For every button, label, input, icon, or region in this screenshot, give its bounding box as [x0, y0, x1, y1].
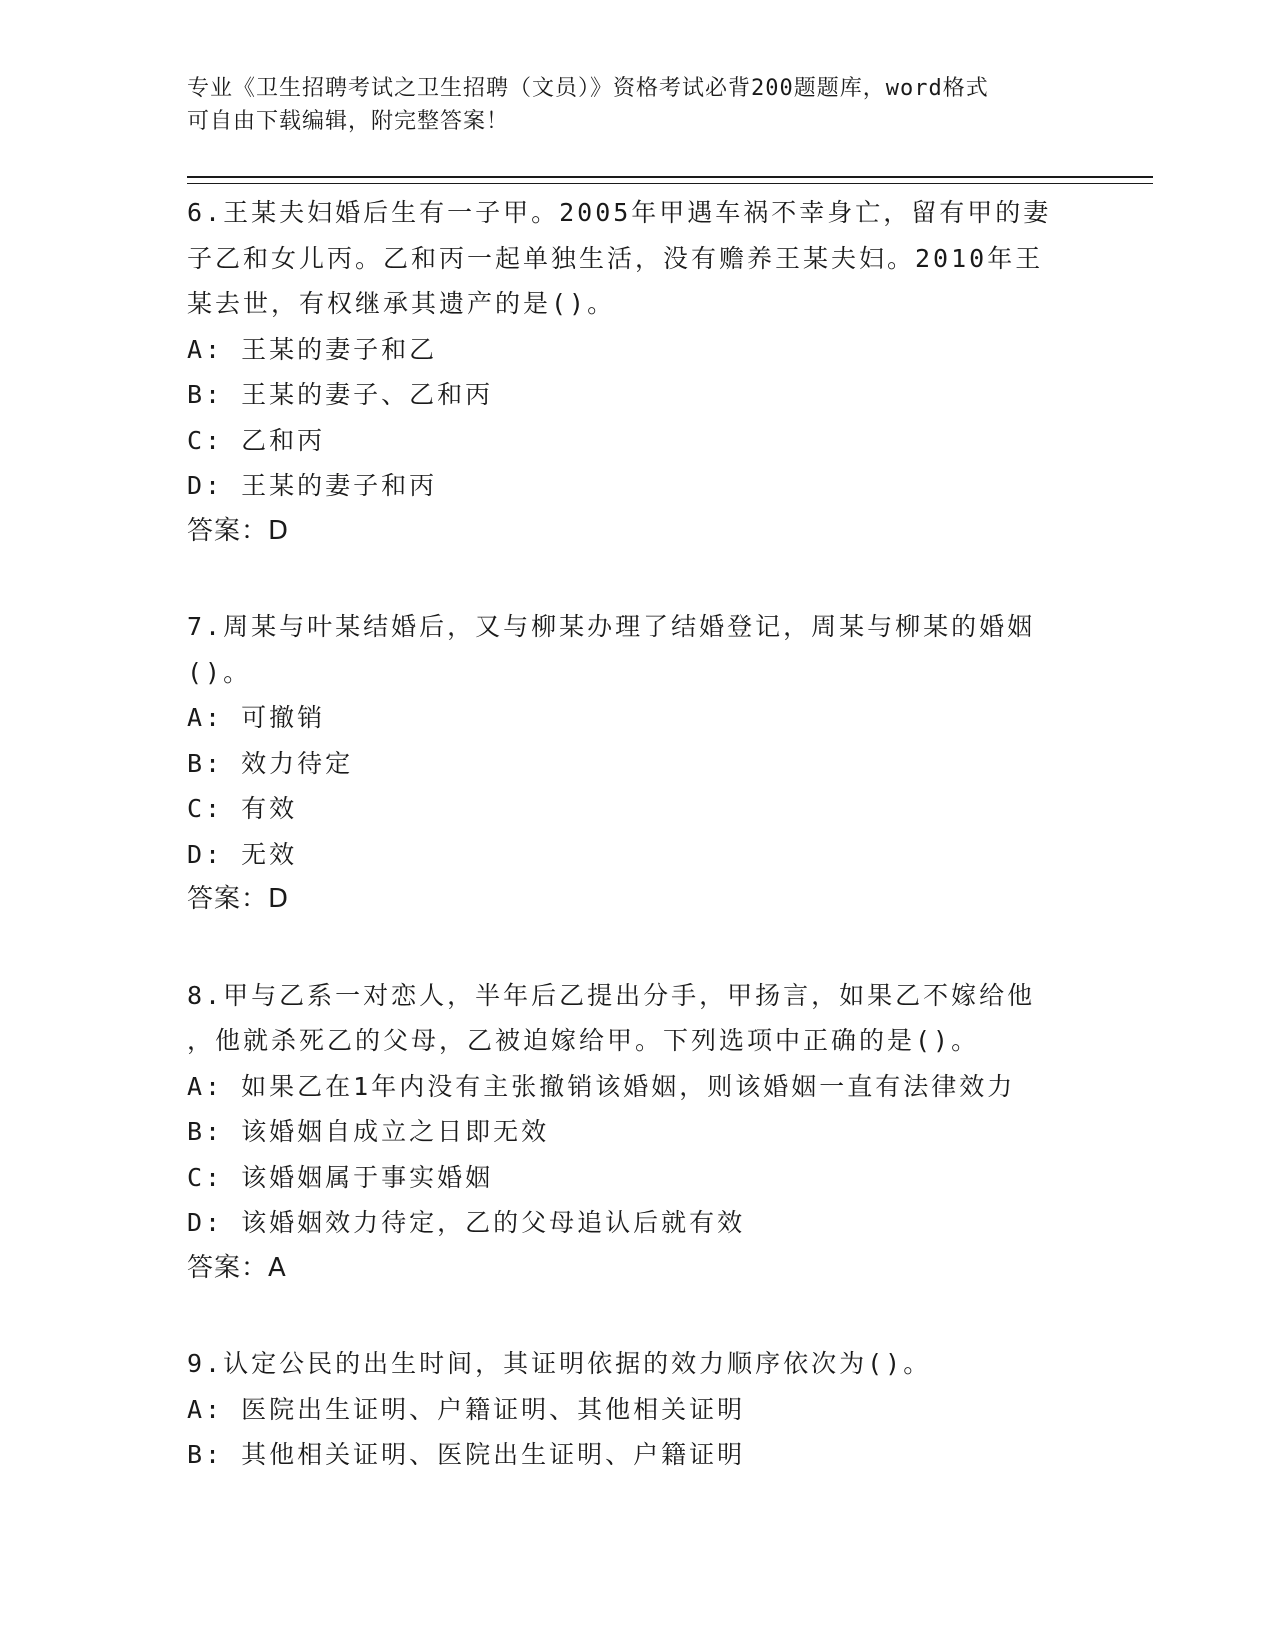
option-b: B: 王某的妻子、乙和丙	[187, 380, 494, 409]
question-7	[187, 604, 1067, 923]
option-c: C: 该婚姻属于事实婚姻	[187, 1162, 494, 1192]
question-stem-line: ()。	[187, 657, 252, 687]
question-stem-line: 6.王某夫妇婚后生有一子甲。2005年甲遇车祸不幸身亡，留有甲的妻	[187, 198, 1052, 227]
answer: 答案：D	[187, 884, 290, 914]
question-stem-line: 8.甲与乙系一对恋人，半年后乙提出分手，甲扬言，如果乙不嫁给他	[187, 980, 1036, 1010]
question-stem-line: 9.认定公民的出生时间，其证明依据的效力顺序依次为()。	[187, 1349, 932, 1378]
question-stem-line: 子乙和女儿丙。乙和丙一起单独生活，没有赡养王某夫妇。2010年王	[187, 243, 1044, 273]
option-a: A: 如果乙在1年内没有主张撤销该婚姻，则该婚姻一直有法律效力	[187, 1071, 1016, 1101]
document-header	[187, 72, 1067, 138]
question-list	[187, 190, 1067, 1528]
option-d: D: 无效	[187, 839, 298, 869]
option-b: B: 该婚姻自成立之日即无效	[187, 1117, 550, 1146]
header-line-2: 可自由下载编辑，附完整答案！	[187, 109, 510, 134]
header-line-1: 专业《卫生招聘考试之卫生招聘（文员）》资格考试必背200题题库，word格式	[187, 76, 989, 101]
question-9	[187, 1341, 1067, 1478]
option-a: A: 可撤销	[187, 703, 326, 732]
option-c: C: 有效	[187, 794, 298, 823]
option-a: A: 王某的妻子和乙	[187, 334, 438, 364]
option-a: A: 医院出生证明、户籍证明、其他相关证明	[187, 1394, 746, 1424]
question-stem-line: 7.周某与叶某结婚后，又与柳某办理了结婚登记，周某与柳某的婚姻	[187, 612, 1036, 641]
option-b: B: 效力待定	[187, 748, 354, 778]
option-c: C: 乙和丙	[187, 425, 326, 455]
header-divider-thin	[187, 183, 1153, 184]
option-d: D: 王某的妻子和丙	[187, 471, 438, 500]
answer: 答案：A	[187, 1252, 287, 1283]
option-d: D: 该婚姻效力待定，乙的父母追认后就有效	[187, 1208, 746, 1237]
header-divider-thick	[187, 176, 1153, 178]
question-stem-line: ，他就杀死乙的父母，乙被迫嫁给甲。下列选项中正确的是()。	[187, 1026, 980, 1055]
question-8	[187, 973, 1067, 1292]
option-b: B: 其他相关证明、医院出生证明、户籍证明	[187, 1440, 746, 1469]
answer: 答案：D	[187, 515, 290, 546]
question-stem-line: 某去世，有权继承其遗产的是()。	[187, 289, 616, 318]
question-6	[187, 190, 1067, 554]
